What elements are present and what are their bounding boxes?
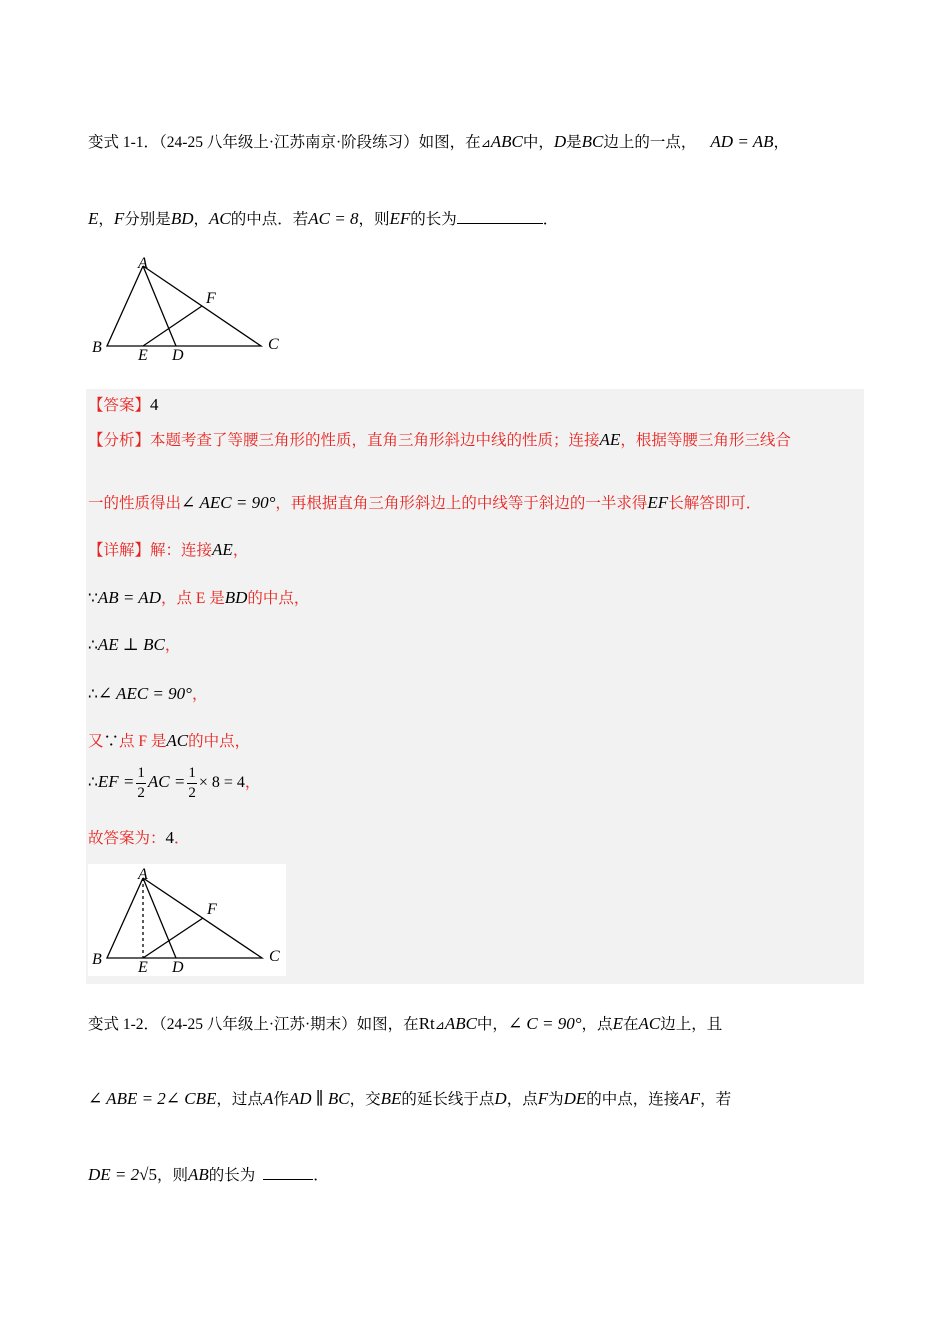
math-c-90: ∠ C = 90° bbox=[507, 1014, 582, 1033]
label-e: E bbox=[138, 959, 148, 976]
math-af: AF bbox=[679, 1089, 701, 1108]
math-de-eq: DE = 2 bbox=[88, 1165, 140, 1184]
math-abc: ABC bbox=[444, 1014, 477, 1033]
detail-text: ，点 E 是 bbox=[160, 590, 225, 607]
q2-text: ． bbox=[313, 1167, 329, 1184]
math-ab: AB bbox=[188, 1165, 209, 1184]
analysis-text: 本题考查了等腰三角形的性质，直角三角形斜边中线的性质；连接 bbox=[150, 432, 600, 449]
q2-text: ，交 bbox=[349, 1091, 381, 1108]
detail-tag: 【详解】 bbox=[88, 542, 151, 559]
detail-text: ， bbox=[164, 637, 181, 654]
analysis-text: 一的性质得出 bbox=[88, 495, 182, 512]
segment-ef bbox=[143, 306, 202, 346]
detail-text: ， bbox=[244, 774, 261, 792]
analysis-line-1 bbox=[88, 428, 791, 450]
math-ad-ab: AD = AB bbox=[710, 132, 774, 151]
q2-text: 的延长线于点 bbox=[401, 1091, 495, 1108]
detail-text: 的中点， bbox=[188, 733, 251, 750]
math-ef: EF bbox=[647, 493, 669, 512]
final-answer-line bbox=[88, 826, 190, 848]
analysis-text: ，再根据直角三角形斜边上的中线等于斜边的一半求得 bbox=[275, 495, 648, 512]
math-aec-90: ∠ AEC = 90° bbox=[97, 684, 192, 703]
triangle-symbol: ⊿ bbox=[480, 136, 491, 150]
analysis-text: ，根据等腰三角形三线合 bbox=[620, 432, 791, 449]
math-aec-90: ∠ AEC = 90° bbox=[181, 493, 276, 512]
q2-text: 的中点，连接 bbox=[586, 1091, 680, 1108]
math-sqrt-5: √5 bbox=[139, 1165, 157, 1184]
answer-blank[interactable] bbox=[457, 222, 543, 224]
segment-ad bbox=[143, 266, 176, 346]
math-abe-2cbe: ∠ ABE = 2∠ CBE bbox=[88, 1089, 217, 1108]
math-f: F bbox=[537, 1089, 549, 1108]
math-ac: AC bbox=[638, 1014, 661, 1033]
q1-text: ， bbox=[98, 211, 114, 228]
triangle-abc bbox=[107, 266, 261, 346]
math-ef: EF bbox=[389, 209, 411, 228]
label-d: D bbox=[172, 959, 184, 976]
label-a: A bbox=[138, 866, 148, 883]
answer-line bbox=[88, 393, 159, 415]
final-value: 4 bbox=[165, 828, 175, 847]
q2-text: ，点 bbox=[506, 1091, 538, 1108]
q2-line-1 bbox=[88, 1012, 722, 1034]
math-ac: AC bbox=[209, 209, 231, 228]
math-ac: AC bbox=[166, 731, 189, 750]
math-ae-perp-bc: AE ⊥ BC bbox=[97, 635, 165, 654]
final-text: ． bbox=[174, 830, 190, 847]
fraction-denominator: 2 bbox=[137, 785, 145, 801]
detail-text: 的中点， bbox=[247, 590, 310, 607]
answer-tag: 【答案】 bbox=[88, 397, 151, 414]
detail-line-5 bbox=[88, 729, 250, 751]
label-b: B bbox=[92, 951, 102, 968]
q1-label: 变式 1-1． bbox=[88, 134, 160, 151]
q2-text: ，点 bbox=[581, 1016, 613, 1033]
math-bc: BC bbox=[581, 132, 604, 151]
detail-text: ， bbox=[191, 686, 208, 703]
fraction-denominator: 2 bbox=[188, 785, 196, 801]
q2-text: ，则 bbox=[156, 1167, 188, 1184]
because-symbol: ∵ bbox=[88, 590, 98, 607]
detail-line-3 bbox=[88, 633, 180, 655]
answer-blank[interactable] bbox=[263, 1178, 313, 1180]
detail-line-2 bbox=[88, 586, 309, 608]
math-ac-8: AC = 8 bbox=[308, 209, 359, 228]
q1-text: 边上的一点， bbox=[603, 134, 697, 151]
math-d: D bbox=[494, 1089, 507, 1108]
q1-text: 分别是 bbox=[124, 211, 171, 228]
math-bd: BD bbox=[224, 588, 248, 607]
q2-line-2 bbox=[88, 1087, 731, 1109]
q2-text: ，过点 bbox=[216, 1091, 263, 1108]
math-be: BE bbox=[380, 1089, 402, 1108]
q1-text: ． bbox=[542, 211, 559, 228]
label-a: A bbox=[138, 255, 148, 272]
triangle-abc bbox=[107, 878, 262, 958]
q2-text: 边上，且 bbox=[660, 1016, 723, 1033]
q1-text: 中， bbox=[522, 134, 554, 151]
q1-source: （24-25 八年级上·江苏南京·阶段练习） bbox=[159, 134, 419, 151]
detail-text: ， bbox=[232, 542, 249, 559]
answer-value: 4 bbox=[150, 395, 159, 414]
label-d: D bbox=[172, 347, 184, 364]
math-ef-eq: EF = bbox=[97, 772, 135, 792]
label-c: C bbox=[268, 336, 279, 353]
math-ad-parallel-bc: AD ∥ BC bbox=[288, 1089, 350, 1108]
q1-text: 如图，在 bbox=[418, 134, 481, 151]
therefore-symbol: ∴ bbox=[88, 637, 98, 654]
q2-text: 的长为 bbox=[208, 1167, 256, 1184]
q1-text: 的长为 bbox=[410, 211, 457, 228]
detail-line-6 bbox=[88, 766, 260, 801]
math-ae: AE bbox=[212, 540, 233, 559]
label-e: E bbox=[138, 347, 148, 364]
q1-line-2 bbox=[88, 207, 558, 229]
label-f: F bbox=[206, 290, 216, 307]
q2-text: 中， bbox=[476, 1016, 508, 1033]
detail-text: 解：连接 bbox=[150, 542, 213, 559]
q2-text: ，若 bbox=[700, 1091, 732, 1108]
q1-text: 的中点．若 bbox=[230, 211, 309, 228]
final-text: 故答案为： bbox=[88, 830, 166, 847]
q2-text: 作 bbox=[273, 1091, 289, 1108]
math-abc: ABC bbox=[490, 132, 523, 151]
fraction-half bbox=[136, 766, 146, 801]
q1-text: 是 bbox=[566, 134, 582, 151]
fraction-half bbox=[187, 766, 197, 801]
math-e: E bbox=[612, 1014, 623, 1033]
q2-label: 变式 1-2． bbox=[88, 1016, 160, 1033]
q1-text: ， bbox=[773, 134, 790, 151]
detail-line-1 bbox=[88, 538, 248, 560]
q1-text: ， bbox=[193, 211, 209, 228]
therefore-symbol: ∴ bbox=[88, 774, 98, 792]
q1-line-1 bbox=[88, 130, 789, 152]
therefore-symbol: ∴ bbox=[88, 686, 98, 703]
q2-source: （24-25 八年级上·江苏·期末） bbox=[159, 1016, 357, 1033]
fraction-numerator: 1 bbox=[188, 765, 196, 781]
math-ae: AE bbox=[599, 430, 621, 449]
q2-line-3 bbox=[88, 1163, 329, 1185]
detail-line-4 bbox=[88, 682, 207, 704]
triangle-figure-2 bbox=[88, 864, 286, 976]
analysis-line-2 bbox=[88, 491, 761, 513]
triangle-symbol: ⊿ bbox=[434, 1018, 445, 1032]
detail-text: 点 F 是 bbox=[119, 733, 167, 750]
math-a: A bbox=[262, 1089, 274, 1108]
label-b: B bbox=[92, 339, 102, 356]
math-ac-eq: AC = bbox=[147, 772, 186, 792]
q2-text: 为 bbox=[548, 1091, 564, 1108]
math-d: D bbox=[553, 132, 567, 151]
math-e: E bbox=[88, 209, 99, 228]
label-f: F bbox=[207, 901, 217, 918]
q2-text: 如图，在 bbox=[356, 1016, 419, 1033]
label-c: C bbox=[269, 948, 280, 965]
segment-ad bbox=[143, 878, 176, 958]
math-ab-ad: AB = AD bbox=[97, 588, 161, 607]
math-times-8: × 8 = 4 bbox=[198, 774, 245, 792]
math-rt: Rt bbox=[418, 1014, 435, 1033]
fraction-numerator: 1 bbox=[137, 765, 145, 781]
math-de: DE bbox=[563, 1089, 587, 1108]
math-bd: BD bbox=[170, 209, 194, 228]
analysis-text: 长解答即可． bbox=[668, 495, 762, 512]
math-f: F bbox=[113, 209, 125, 228]
triangle-figure-1 bbox=[88, 250, 298, 365]
q1-text: ，则 bbox=[358, 211, 390, 228]
because-symbol: ∵ bbox=[103, 733, 120, 750]
analysis-tag: 【分析】 bbox=[88, 432, 151, 449]
detail-text: 又 bbox=[88, 733, 104, 750]
q2-text: 在 bbox=[622, 1016, 639, 1033]
